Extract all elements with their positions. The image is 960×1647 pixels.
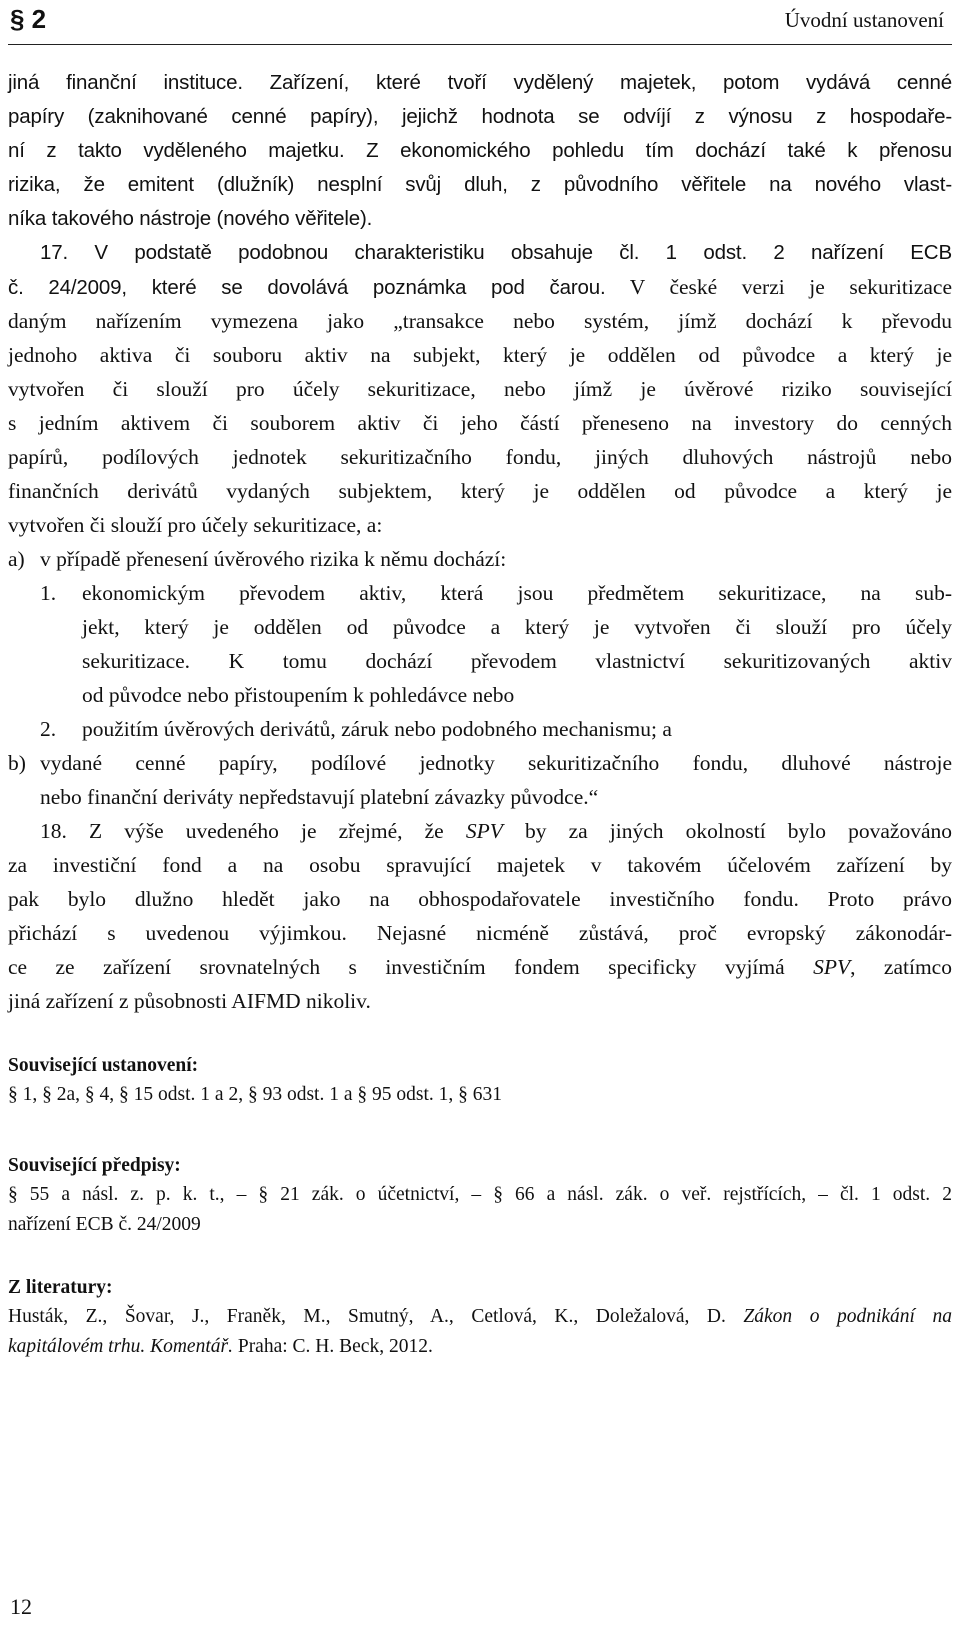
- text-line: ce ze zařízení srovnatelných s investičním fondem specificky vyjímá SPV, zatímco: [8, 955, 952, 979]
- page-number: 12: [10, 1594, 32, 1619]
- text-line: jekt, který je oddělen od původce a který je vytvořen či slouží pro účely: [82, 615, 952, 639]
- text-line: jiná zařízení z působnosti AIFMD nikoliv.: [8, 989, 371, 1013]
- literature-publisher: Praha: C. H. Beck, 2012.: [232, 1336, 433, 1357]
- text-line: s jedním aktivem či souborem aktiv či jeho částí přeneseno na investory do cenných: [8, 411, 952, 435]
- related-provisions-block: [8, 1052, 952, 1110]
- list-label: b): [8, 751, 26, 775]
- text-line: přichází s uvedenou výjimkou. Nejasné nicméně zůstává, proč evropský zákonodár-: [8, 921, 952, 945]
- main-text: [8, 66, 952, 1018]
- section-number: § 2: [10, 4, 47, 34]
- text-run: V české verzi je sekuritizace: [605, 275, 952, 299]
- spv-abbrev: SPV: [813, 955, 851, 979]
- literature-authors: Husták, Z., Šovar, J., Franěk, M., Smutný, A., Cetlová, K., Doležalová, D.: [8, 1306, 744, 1327]
- list-text: vydané cenné papíry, podílové jednotky sekuritizačního fondu, dluhové nástroje: [40, 751, 952, 775]
- text-line: vytvořen či slouží pro účely sekuritizace, a:: [8, 513, 383, 537]
- text-line: finančních derivátů vydaných subjektem, který je oddělen od původce a který je: [8, 479, 952, 503]
- literature-title: kapitálovém trhu. Komentář.: [8, 1336, 233, 1357]
- list-text: ekonomickým převodem aktiv, která jsou předmětem sekuritizace, na sub-: [82, 581, 952, 605]
- text-line: za investiční fond a na osobu spravující majetek v takovém účelovém zařízení by: [8, 853, 952, 877]
- text-line: ní z takto vyděleného majetku. Z ekonomického pohledu tím dochází také k přenosu: [8, 139, 952, 162]
- text-line: nebo finanční deriváty nepředstavují platební závazky původce.“: [40, 785, 599, 809]
- related-provisions-heading: Související ustanovení:: [8, 1055, 199, 1076]
- literature-block: [8, 1274, 952, 1362]
- related-regulations-text: § 55 a násl. z. p. k. t., – § 21 zák. o účetnictví, – § 66 a násl. zák. o veř. rejstřících, – čl. 1 odst. 2: [8, 1184, 952, 1205]
- list-item-2: [8, 712, 952, 746]
- list-item-1: [8, 576, 952, 610]
- list-label: 1.: [40, 581, 57, 605]
- text-line: 18. Z výše uvedeného je zřejmé, že SPV by za jiných okolností bylo považováno: [40, 819, 952, 843]
- text-line: daným nařízením vymezena jako „transakce nebo systém, jímž dochází k převodu: [8, 309, 952, 333]
- list-label: 2.: [40, 717, 57, 741]
- list-item-a: [8, 542, 952, 576]
- text-line: rizika, že emitent (dlužník) nesplní svůj dluh, z původního věřitele na nového vlast-: [8, 173, 952, 196]
- text-line-mixed: [8, 270, 952, 304]
- text-line: papíry (zaknihované cenné papíry), jejichž hodnota se odvíjí z výnosu z hospodaře-: [8, 105, 952, 128]
- related-regulations-heading: Související předpisy:: [8, 1155, 181, 1176]
- related-regulations-block: [8, 1152, 952, 1240]
- text-line: vytvořen či slouží pro účely sekuritizace, nebo jímž je úvěrové riziko související: [8, 377, 952, 401]
- text-line: jiná finanční instituce. Zařízení, které tvoří vydělený majetek, potom vydává cenné: [8, 71, 952, 94]
- spv-abbrev: SPV: [465, 819, 503, 843]
- related-regulations-text: nařízení ECB č. 24/2009: [8, 1214, 201, 1235]
- text-line: sekuritizace. K tomu dochází převodem vlastnictví sekuritizovaných aktiv: [82, 649, 952, 673]
- text-run: č. 24/2009, které se dovolává poznámka pod čarou.: [8, 276, 606, 299]
- related-provisions-text: § 1, § 2a, § 4, § 15 odst. 1 a 2, § 93 odst. 1 a § 95 odst. 1, § 631: [8, 1084, 502, 1105]
- text-line: 17. V podstatě podobnou charakteristiku obsahuje čl. 1 odst. 2 nařízení ECB: [40, 241, 952, 264]
- text-line: pak bylo dlužno hledět jako na obhospodařovatele investičního fondu. Proto právo: [8, 887, 952, 911]
- list-text: použitím úvěrových derivátů, záruk nebo podobného mechanismu; a: [82, 717, 672, 741]
- literature-line: [8, 1332, 952, 1362]
- literature-title: Zákon o podnikání na: [743, 1306, 952, 1327]
- list-label: a): [8, 547, 25, 571]
- page-header: [8, 0, 952, 45]
- running-title: Úvodní ustanovení: [784, 8, 944, 32]
- literature-line: [8, 1302, 952, 1332]
- list-text: v případě přenesení úvěrového rizika k němu dochází:: [40, 547, 507, 571]
- text-line: jednoho aktiva či souboru aktiv na subjekt, který je oddělen od původce a který je: [8, 343, 952, 367]
- list-item-b: [8, 746, 952, 780]
- text-line: níka takového nástroje (nového věřitele).: [8, 207, 373, 230]
- literature-heading: Z literatury:: [8, 1277, 113, 1298]
- text-line: od původce nebo přistoupením k pohledávce nebo: [82, 683, 515, 707]
- text-line: papírů, podílových jednotek sekuritizačního fondu, jiných dluhových nástrojů nebo: [8, 445, 952, 469]
